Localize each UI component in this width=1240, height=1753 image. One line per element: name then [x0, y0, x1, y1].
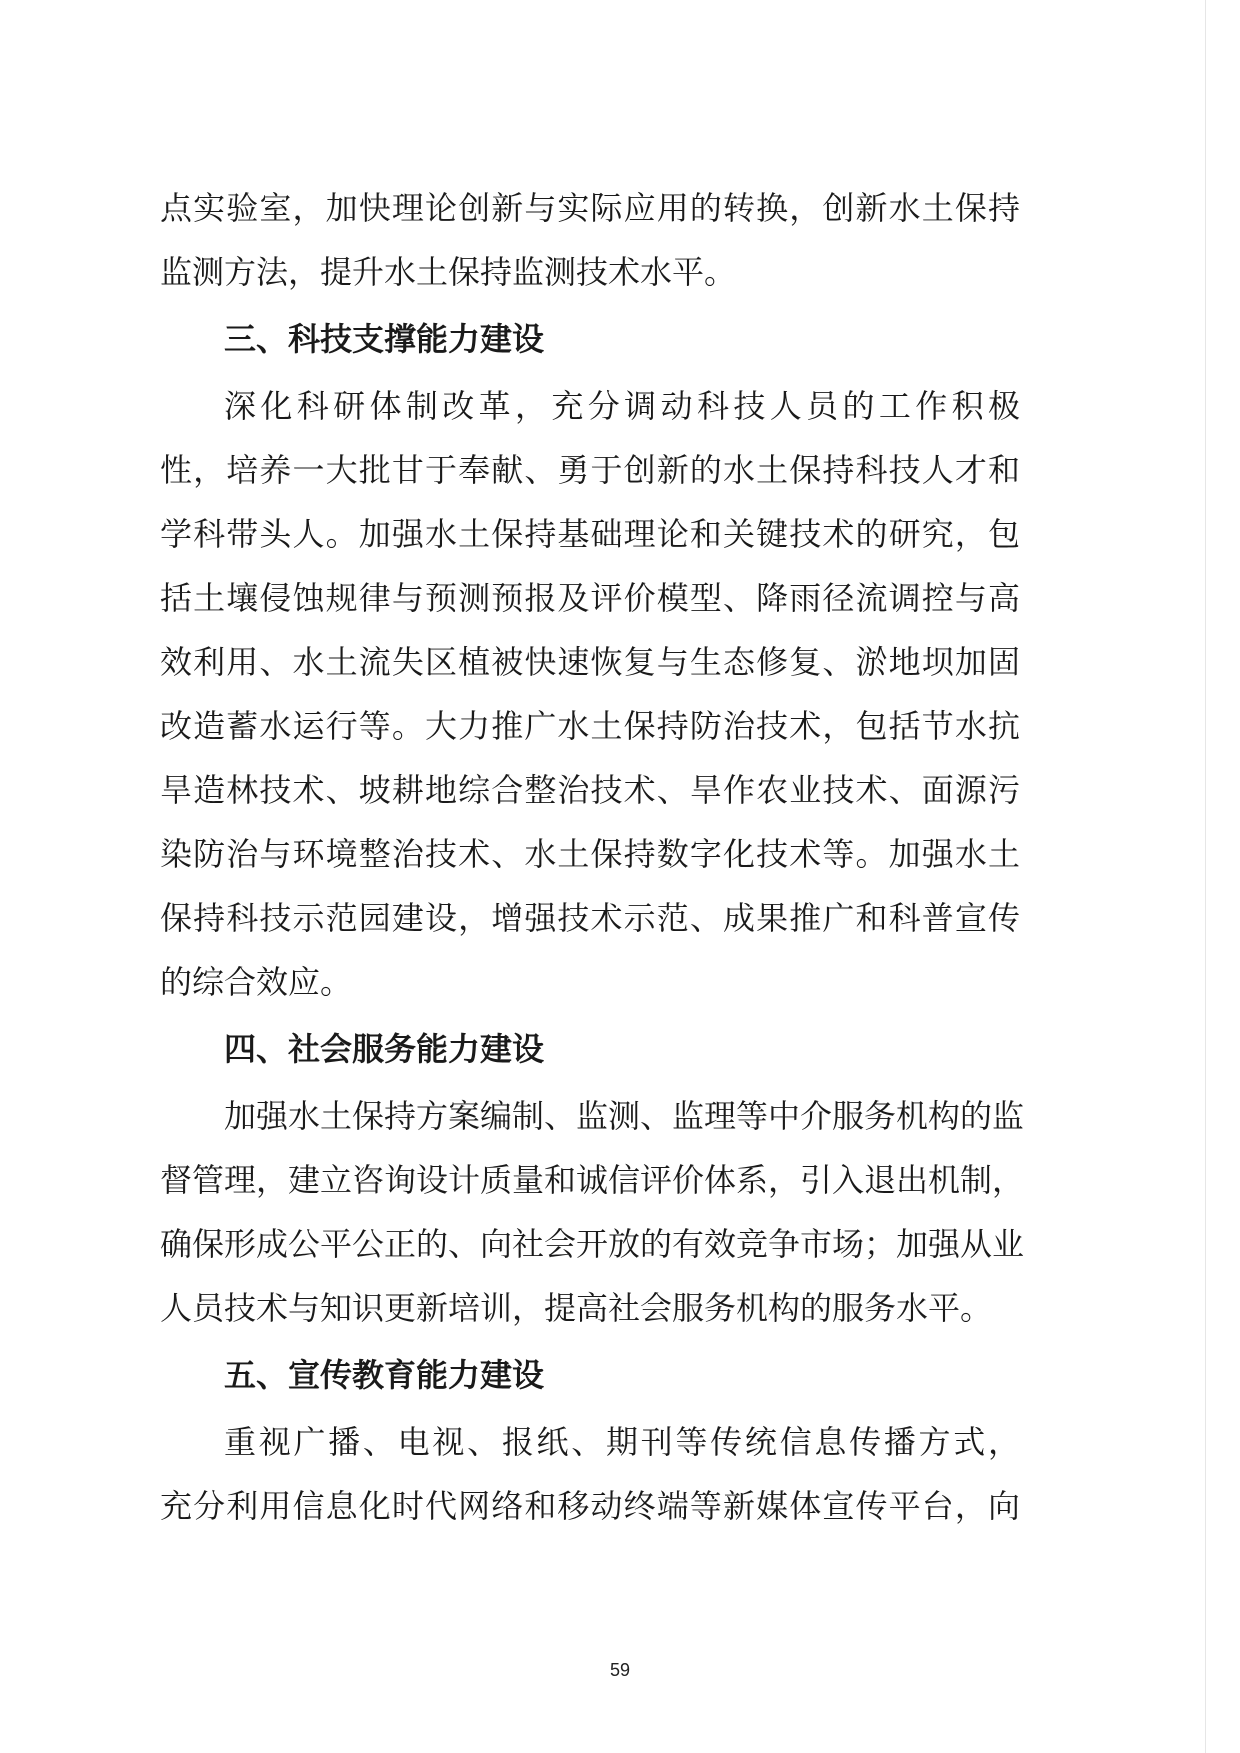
section-publicity-education	[160, 1340, 1020, 1538]
paragraph-line: 括土壤侵蚀规律与预测预报及评价模型、降雨径流调控与高	[160, 579, 1020, 617]
paragraph-line: 充分利用信息化时代网络和移动终端等新媒体宣传平台，向	[160, 1487, 1020, 1525]
paragraph-line: 重视广播、电视、报纸、期刊等传统信息传播方式，	[224, 1423, 1020, 1461]
paragraph-continued	[160, 176, 1020, 304]
paragraph-line: 性，培养一大批甘于奉献、勇于创新的水土保持科技人才和	[160, 451, 1020, 489]
paragraph-line: 旱造林技术、坡耕地综合整治技术、旱作农业技术、面源污	[160, 771, 1020, 809]
paragraph-line: 督管理，建立咨询设计质量和诚信评价体系，引入退出机制，	[160, 1161, 1025, 1199]
paragraph-line: 保持科技示范园建设，增强技术示范、成果推广和科普宣传	[160, 899, 1020, 937]
section-heading: 三、科技支撑能力建设	[224, 320, 545, 358]
scan-edge-divider	[1205, 0, 1206, 1753]
paragraph-line: 加强水土保持方案编制、监测、监理等中介服务机构的监	[224, 1097, 1025, 1135]
paragraph-line: 确保形成公平公正的、向社会开放的有效竞争市场；加强从业	[160, 1225, 1025, 1263]
paragraph-line: 深化科研体制改革，充分调动科技人员的工作积极	[224, 387, 1020, 425]
section-heading: 四、社会服务能力建设	[224, 1030, 545, 1068]
paragraph-line: 改造蓄水运行等。大力推广水土保持防治技术，包括节水抗	[160, 707, 1020, 745]
section-heading: 五、宣传教育能力建设	[224, 1356, 545, 1394]
paragraph-line: 监测方法，提升水土保持监测技术水平。	[160, 253, 737, 291]
page-content	[160, 176, 1025, 1538]
paragraph-line: 的综合效应。	[160, 963, 353, 1001]
section-social-service	[160, 1014, 1025, 1340]
page-number: 59	[609, 1660, 631, 1680]
section-science-tech-support	[160, 304, 1020, 1014]
paragraph-line: 染防治与环境整治技术、水土保持数字化技术等。加强水土	[160, 835, 1020, 873]
paragraph-line: 效利用、水土流失区植被快速恢复与生态修复、淤地坝加固	[160, 643, 1020, 681]
paragraph-line: 点实验室，加快理论创新与实际应用的转换，创新水土保持	[160, 189, 1020, 227]
paragraph-line: 学科带头人。加强水土保持基础理论和关键技术的研究，包	[160, 515, 1020, 553]
paragraph-line: 人员技术与知识更新培训，提高社会服务机构的服务水平。	[160, 1289, 993, 1327]
